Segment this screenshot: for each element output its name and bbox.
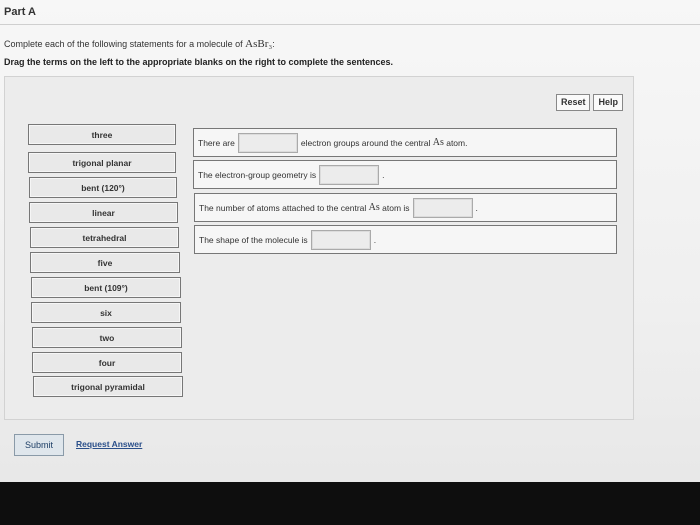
help-button[interactable]: Help <box>593 94 623 111</box>
term-two[interactable]: two <box>32 327 182 348</box>
drag-drop-panel <box>4 76 634 420</box>
statement-3-before-end: atom is <box>382 202 410 213</box>
statement-4 <box>194 225 617 254</box>
statement-2 <box>193 160 617 189</box>
statement-1-after: electron groups around the central <box>300 137 431 148</box>
blank-3-drop-target[interactable] <box>413 198 473 218</box>
intro-sentence: Complete each of the following statements for a molecule of <box>4 39 243 49</box>
statement-3-element: As <box>368 202 380 213</box>
panel-toolbar <box>556 94 623 111</box>
statement-4-after: . <box>373 234 377 245</box>
term-trigonal-pyramidal[interactable]: trigonal pyramidal <box>33 376 183 397</box>
term-bent-109[interactable]: bent (109°) <box>31 277 181 298</box>
statement-4-before: The shape of the molecule is <box>199 234 308 245</box>
term-tetrahedral[interactable]: tetrahedral <box>30 227 179 248</box>
statement-2-before: The electron-group geometry is <box>198 169 317 180</box>
statement-1 <box>193 128 617 157</box>
intro-text <box>4 38 275 50</box>
term-six[interactable]: six <box>31 302 181 323</box>
term-three[interactable]: three <box>28 124 176 145</box>
statement-1-before: There are <box>198 137 235 148</box>
term-five[interactable]: five <box>30 252 180 273</box>
term-linear[interactable]: linear <box>29 202 178 223</box>
term-trigonal-planar[interactable]: trigonal planar <box>28 152 176 173</box>
statement-2-after: . <box>382 169 385 180</box>
submit-button[interactable]: Submit <box>14 434 64 456</box>
blank-4-drop-target[interactable] <box>311 230 371 250</box>
statement-1-end: atom. <box>446 137 468 148</box>
request-answer-link[interactable]: Request Answer <box>76 439 143 449</box>
intro-formula: AsBr₃ <box>245 38 273 50</box>
blank-1-drop-target[interactable] <box>238 133 298 153</box>
bottom-dark-bar <box>0 482 700 525</box>
blank-2-drop-target[interactable] <box>319 165 379 185</box>
term-bent-120[interactable]: bent (120°) <box>29 177 177 198</box>
statement-3 <box>194 193 617 222</box>
part-title: Part A <box>4 6 36 18</box>
reset-button[interactable]: Reset <box>556 94 591 111</box>
divider <box>0 24 700 25</box>
statement-1-element: As <box>432 137 444 148</box>
statement-3-after: . <box>475 202 478 213</box>
statement-3-before: The number of atoms attached to the central <box>199 202 367 213</box>
term-four[interactable]: four <box>32 352 182 373</box>
instruction-text: Drag the terms on the left to the appropriate blanks on the right to complete the sentences. <box>4 57 394 67</box>
intro-suffix: : <box>272 39 275 49</box>
